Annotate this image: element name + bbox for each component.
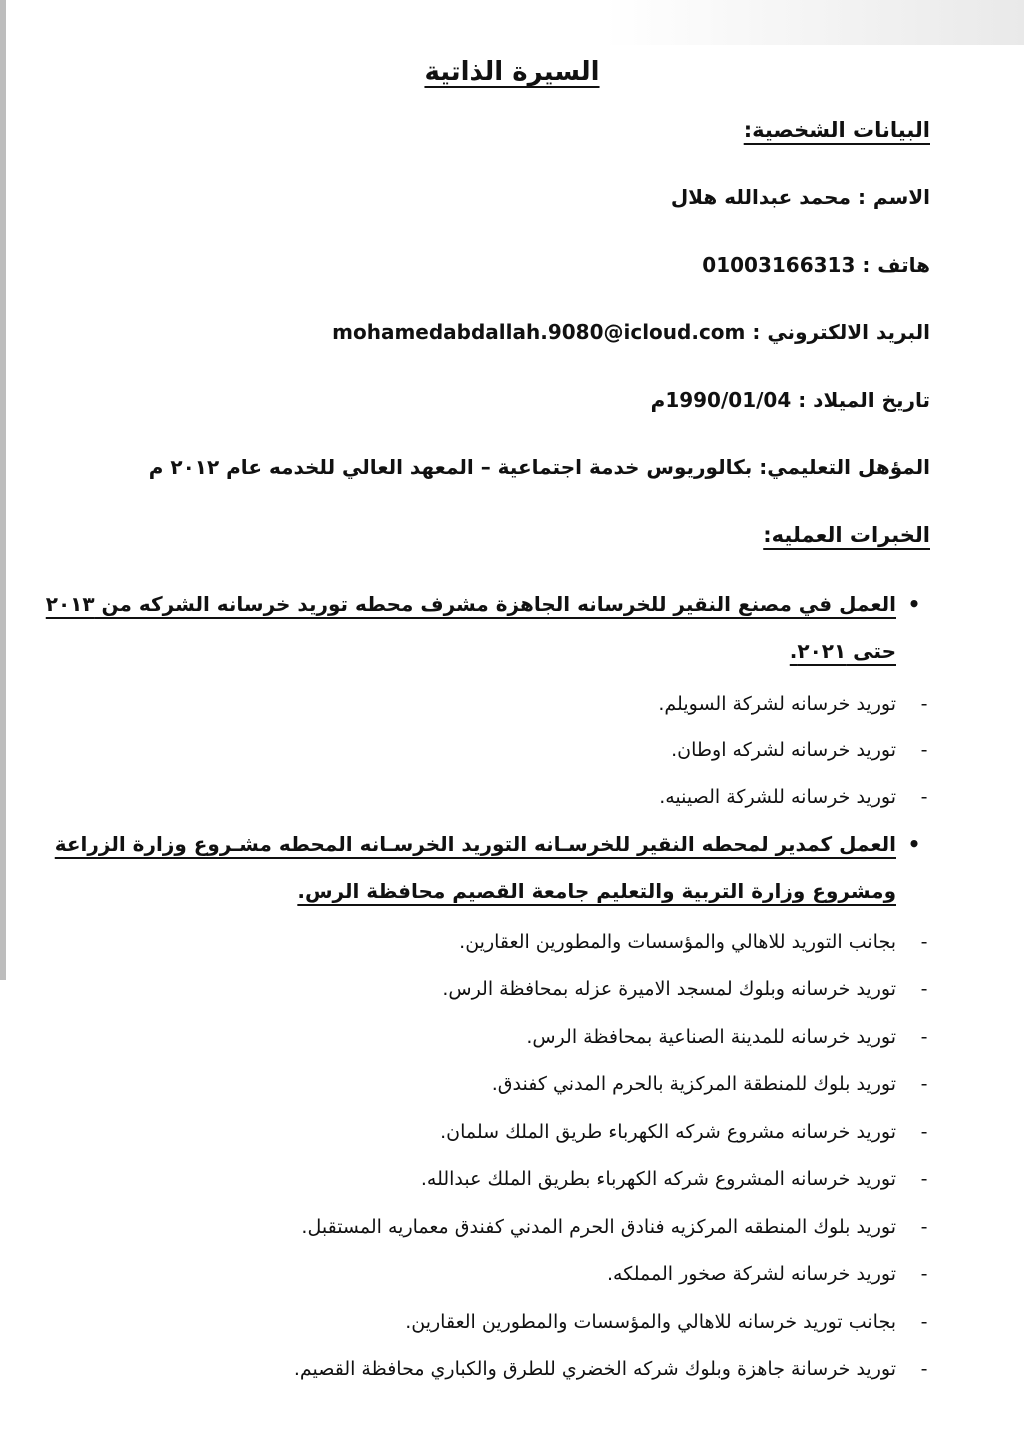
job-1-title-line-2: حتى ٢٠٢١. xyxy=(789,639,896,663)
phone-label: هاتف : xyxy=(862,253,930,277)
list-item xyxy=(607,1263,928,1285)
document-title-text: السيرة الذاتية xyxy=(424,57,600,87)
email-label: البريد الالكتروني : xyxy=(752,320,930,344)
list-item xyxy=(420,1168,928,1190)
list-item xyxy=(526,1026,928,1048)
list-item xyxy=(671,739,928,761)
list-item-text: توريد خرسانة جاهزة وبلوك شركه الخضري للطرق والكباري محافظة القصيم. xyxy=(293,1358,896,1380)
job-2-title-line-2: ومشروع وزارة التربية والتعليم جامعة القصيم محافظة الرس. xyxy=(297,879,896,903)
email-line xyxy=(332,320,930,344)
dash-icon: - xyxy=(920,1073,928,1095)
education-value: بكالوريوس خدمة اجتماعية – المعهد العالي للخدمه عام ٢٠١٢ م xyxy=(148,455,753,479)
dash-icon: - xyxy=(920,1358,928,1380)
dash-icon: - xyxy=(920,786,928,808)
bullet-icon: • xyxy=(907,832,921,856)
dash-icon: - xyxy=(920,978,928,1000)
dash-icon: - xyxy=(920,1263,928,1285)
education-label: المؤهل التعليمي: xyxy=(759,455,930,479)
list-item-text: بجانب توريد خرسانه للاهالي والمؤسسات والمطورين العقارين. xyxy=(405,1311,896,1333)
phone-line xyxy=(702,253,930,277)
birth-label: تاريخ الميلاد : xyxy=(798,388,930,412)
list-item-text: توريد خرسانه مشروع شركه الكهرباء طريق الملك سلمان. xyxy=(440,1121,896,1143)
list-item xyxy=(658,693,928,715)
experience-heading: الخبرات العمليه: xyxy=(763,523,930,547)
email-value: mohamedabdallah.9080@icloud.com xyxy=(332,320,746,344)
list-item xyxy=(293,1358,928,1380)
list-item xyxy=(442,978,928,1000)
list-item-text: توريد خرسانه لشركة السويلم. xyxy=(658,693,896,715)
job-1-title-line-1: العمل في مصنع النقير للخرسانه الجاهزة مشرف محطه توريد خرسانه الشركه من ٢٠١٣ xyxy=(45,592,896,616)
phone-value: 01003166313 xyxy=(702,253,856,277)
list-item-text: بجانب التوريد للاهالي والمؤسسات والمطورين العقارين. xyxy=(459,931,896,953)
list-item-text: توريد بلوك للمنطقة المركزية بالحرم المدني كفندق. xyxy=(491,1073,896,1095)
name-line xyxy=(671,185,930,209)
list-item xyxy=(440,1121,928,1143)
list-item-text: توريد خرسانه للمدينة الصناعية بمحافظة الرس. xyxy=(526,1026,896,1048)
list-item-text: توريد بلوك المنطقه المركزيه فنادق الحرم المدني كفندق معماريه المستقبل. xyxy=(301,1216,896,1238)
name-label: الاسم : xyxy=(857,185,930,209)
dash-icon: - xyxy=(920,739,928,761)
list-item xyxy=(491,1073,928,1095)
dash-icon: - xyxy=(920,1216,928,1238)
list-item-text: توريد خرسانه وبلوك لمسجد الاميرة عزله بمحافظة الرس. xyxy=(442,978,896,1000)
list-item xyxy=(459,931,928,953)
list-item-text: توريد خرسانه لشركه اوطان. xyxy=(671,739,896,761)
job-2-title-line-1: العمل كمدير لمحطه النقير للخرسـانه التوريد الخرسـانه المحطه مشـروع وزارة الزراعة xyxy=(54,832,896,856)
dash-icon: - xyxy=(920,1121,928,1143)
list-item xyxy=(301,1216,928,1238)
dash-icon: - xyxy=(920,1168,928,1190)
job-1-title xyxy=(45,592,930,672)
dash-icon: - xyxy=(920,1026,928,1048)
document-title xyxy=(0,57,1024,87)
dash-icon: - xyxy=(920,1311,928,1333)
birth-value: 1990/01/04م xyxy=(650,388,792,412)
dash-icon: - xyxy=(920,931,928,953)
list-item-text: توريد خرسانه لشركة صخور المملكه. xyxy=(607,1263,896,1285)
list-item-text: توريد خرسانه المشروع شركه الكهرباء بطريق الملك عبدالله. xyxy=(420,1168,896,1190)
education-line xyxy=(149,455,930,479)
list-item-text: توريد خرسانه للشركة الصينيه. xyxy=(659,786,896,808)
job-2-title xyxy=(54,832,930,912)
personal-info-heading: البيانات الشخصية: xyxy=(743,118,930,142)
list-item xyxy=(659,786,928,808)
name-value: محمد عبدالله هلال xyxy=(670,185,851,209)
list-item xyxy=(405,1311,928,1333)
bullet-icon: • xyxy=(907,592,921,616)
dash-icon: - xyxy=(920,693,928,715)
birth-line xyxy=(651,388,930,412)
